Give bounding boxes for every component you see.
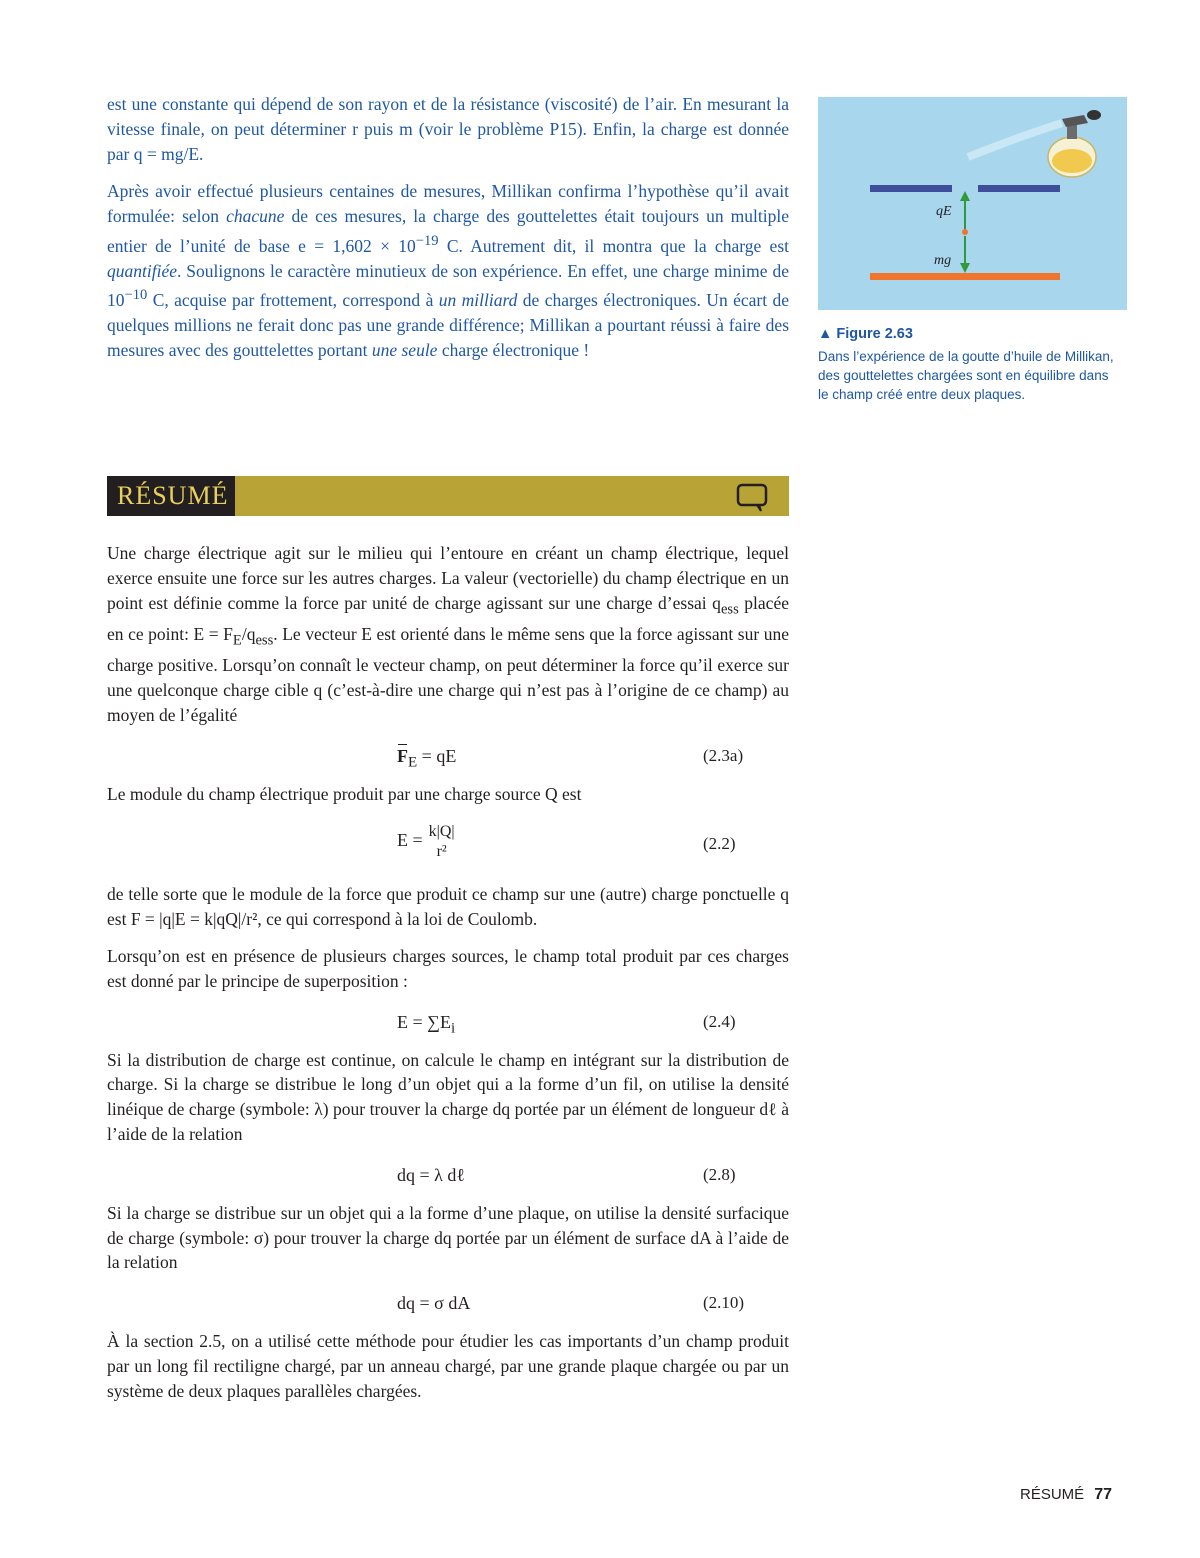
figure-caption: [818, 326, 1118, 404]
equation-number: (2.3a): [703, 745, 744, 765]
subscript: i: [450, 1020, 456, 1037]
equation-expression: dq = σ dA: [397, 1293, 471, 1314]
footer-section: RÉSUMÉ: [1020, 1486, 1085, 1503]
text-run: Une charge électrique agit sur le milieu qui l’entoure en créant un champ électrique, lequel exerce ensuite une force sur les autres charges. La valeur (vectorielle) du champ électrique en un point est définie comme la force par unité de charge agissant sur une charge d’essai q: [107, 543, 789, 613]
top-plate-right: [978, 185, 1060, 192]
text-run: C, acquise par frottement, correspond à: [147, 290, 439, 311]
equation-2-8: [107, 1159, 789, 1193]
text-run: placée en ce point: E = F: [107, 592, 789, 644]
text-run: C. Autrement dit, il montra que la charge est: [438, 235, 789, 256]
text-run: Après avoir effectué plusieurs centaines de mesures, Millikan confirma l’hypothèse qu’il avait formulée: selon: [107, 181, 789, 227]
summary-paragraph-4: Lorsqu’on est en présence de plusieurs charges sources, le champ total produit par ces charges est donné par le principe de superposition :: [107, 945, 789, 991]
section-header-bar: [107, 476, 789, 516]
millikan-figure: [818, 97, 1127, 310]
italic-run: chacune: [226, 206, 285, 227]
italic-run: un milliard: [438, 290, 518, 311]
label-mg: mg: [934, 253, 952, 268]
equation-expression: dq = λ dℓ: [397, 1164, 466, 1185]
equation-number: (2.10): [703, 1293, 745, 1313]
page-number: 77: [1094, 1486, 1112, 1503]
intro-paragraph-2: [107, 179, 789, 362]
summary-paragraph-5: Si la distribution de charge est continue, on calcule le champ en intégrant sur la distribution de charge. Si la charge se distribue le long d’un objet qui a la forme d’un fil, on utilise la densité linéique de charge (symbole: λ) pour trouver la charge dq portée par un élément de longueur dℓ à l’aide de la relation: [107, 1049, 789, 1144]
millikan-diagram: [818, 97, 1127, 310]
summary-paragraph-3: de telle sorte que le module de la force que produit ce champ sur une (autre) charge ponctuelle q est F = |q|E = k|qQ|/r², ce qui correspond à la loi de Coulomb.: [107, 884, 789, 930]
summary-paragraph-7: À la section 2.5, on a utilisé cette méthode pour étudier les cas importants d’un champ produit par un long fil rectiligne chargé, par un anneau chargé, par une grande plaque chargée ou par un système de deux plaques parallèles chargées.: [107, 1331, 789, 1401]
exponent: −19: [415, 232, 439, 249]
equation-2-10: [107, 1287, 789, 1321]
page-footer: [1020, 1486, 1112, 1504]
denominator: r²: [436, 843, 447, 861]
text-run: . Le vecteur E est orienté dans le même sens que la force agissant sur une charge positive. Lorsqu’on connaît le vecteur champ, on peut déterminer la force qu’il exerce sur une quelconque charge cible q (c’est-à-dire une charge qui n’est pas à l’origine de ce champ) au moyen de l’égalité: [107, 623, 789, 725]
figure-title: ▲ Figure 2.63: [818, 326, 913, 342]
summary-paragraph-1: [107, 541, 789, 728]
numerator: k|Q|: [428, 823, 455, 841]
text-run: charge électronique !: [437, 339, 590, 360]
equation-2-4: [107, 1006, 789, 1040]
equation-number: (2.4): [703, 1011, 736, 1031]
equation-2-3a: [107, 740, 789, 774]
equation-lhs: E =: [397, 830, 423, 851]
intro-paragraph-1: est une constante qui dépend de son rayon et de la résistance (viscosité) de l’air. En mesurant la vitesse finale, on peut déterminer r puis m (voir le problème P15). Enfin, la charge est donnée par q = mg/E.: [107, 94, 789, 164]
exponent: −10: [124, 287, 148, 304]
italic-run: une seule: [371, 339, 438, 360]
summary-paragraph-2: Le module du champ électrique produit par une charge source Q est: [107, 783, 582, 804]
subscript: E: [408, 754, 418, 771]
atomizer-icon: [968, 110, 1101, 177]
subscript: ess: [255, 632, 274, 649]
bottom-plate: [870, 273, 1060, 280]
subscript: E: [232, 632, 242, 649]
equation-expression: [397, 1010, 455, 1041]
label-qe: qE: [936, 204, 952, 219]
top-plate-left: [870, 185, 952, 192]
review-icon: [735, 482, 771, 512]
intro-text: [107, 92, 789, 376]
droplet: [962, 229, 968, 235]
text-run: . Soulignons le caractère minutieux de son expérience. En effet, une charge minime de 10: [107, 260, 789, 311]
fraction: [429, 822, 455, 862]
vector-f: F: [397, 745, 408, 766]
equation-body: E = ∑E: [397, 1011, 451, 1032]
text-run: de charges électroniques. Un écart de quelques millions ne ferait donc pas une grande différence; Millikan a pourtant réussi à faire des mesures avec des gouttelettes portant: [107, 290, 789, 360]
equation-number: (2.8): [703, 1164, 736, 1184]
text-run: de ces mesures, la charge des gouttelettes était toujours un multiple entier de l’unité de base e = 1,602 × 10: [107, 206, 789, 256]
figure-caption-text: Dans l’expérience de la goutte d’huile de Millikan, des gouttelettes chargées sont en équilibre dans le champ créé entre deux plaques.: [818, 349, 1114, 402]
equation-rhs: = qE: [417, 745, 457, 766]
equation-2-2: [107, 818, 789, 874]
equation-expression: [397, 744, 456, 775]
equation-number: (2.2): [703, 834, 736, 854]
section-title: RÉSUMÉ: [107, 476, 235, 516]
summary-paragraph-6: Si la charge se distribue sur un objet qui a la forme d’une plaque, on utilise la densité surfacique de charge (symbole: σ) pour trouver la charge dq portée par un élément de surface dA à l’aide de la relation: [107, 1202, 789, 1273]
summary-text: [107, 541, 789, 1416]
text-run: /q: [241, 623, 256, 644]
italic-run: quantifiée: [107, 260, 177, 281]
equation-expression: [397, 822, 455, 862]
subscript: ess: [720, 601, 739, 618]
